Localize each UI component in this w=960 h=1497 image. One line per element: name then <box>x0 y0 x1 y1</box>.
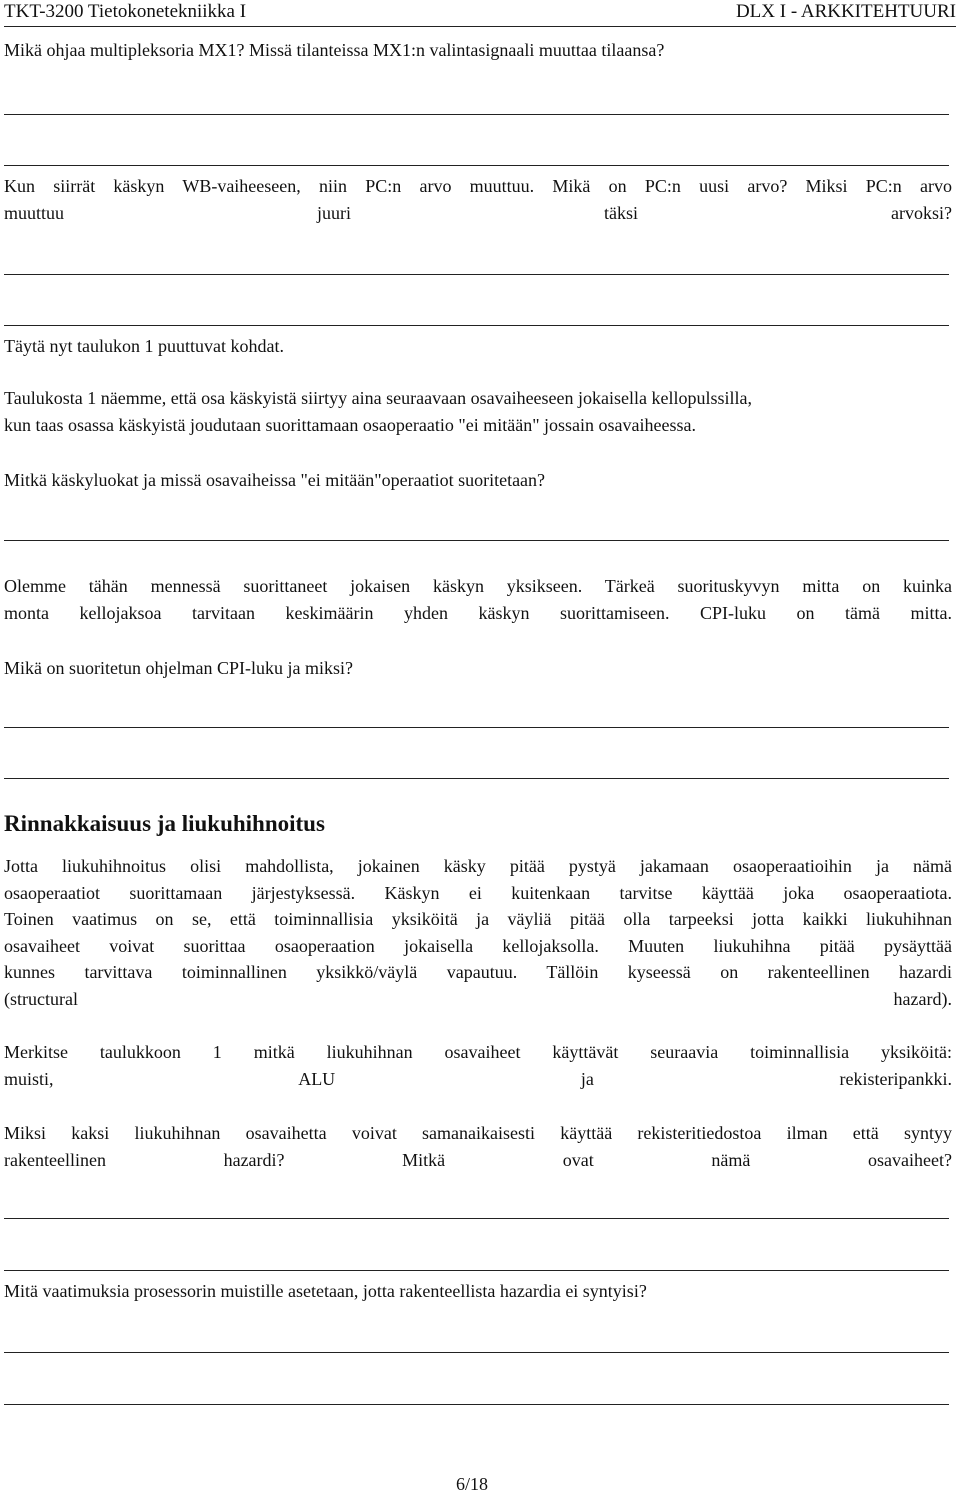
answer-line[interactable] <box>4 114 949 115</box>
page-number: 6/18 <box>455 1474 488 1494</box>
answer-line[interactable] <box>4 165 949 166</box>
answer-line[interactable] <box>4 1270 949 1271</box>
answer-line[interactable] <box>4 1352 949 1353</box>
chapter-title: DLX I - ARKKITEHTUURI <box>735 1 956 22</box>
section-heading: Rinnakkaisuus ja liukuhihnoitus <box>4 811 325 836</box>
answer-line[interactable] <box>4 274 949 275</box>
answer-line[interactable] <box>4 778 949 779</box>
question-noop-operations: Mitkä käskyluokat ja missä osavaiheissa "ei mitään"operaatiot suoritetaan? <box>4 470 546 490</box>
answer-line[interactable] <box>4 325 949 326</box>
instruction-fill-table: Täytä nyt taulukon 1 puuttuvat kohdat. <box>4 336 284 356</box>
question-register-file: Miksi kaksi liukuhihnan osavaihetta voivat samanaikaisesti käyttää rekisteritiedostoa ilman että syntyy rakenteellinen hazardi? Mitkä ovat nämä osavaiheet? <box>4 1123 952 1170</box>
paragraph-pipelining: Jotta liukuhihnoitus olisi mahdollista, jokainen käsky pitää pystyä jakamaan osaoperaatioihin ja nämä osaoperaatiot suorittamaan järjestyksessä. Käskyn ei kuitenkaan tarvitse käyttää joka osaoperaatiota. Toinen vaatimus on se, että toiminnallisia yksiköitä ja väyliä pitää olla tarpeeksi jotta kaikki liukuhihnan osavaiheet voivat suorittaa osaoperaation jokaisella kellojaksolla. Muuten liukuhihna pitää pysäyttää kunnes tarvittava toiminnallinen yksikkö/väylä vapautuu. Tällöin kyseessä on rakenteellinen hazardi (structural hazard). <box>4 856 952 1009</box>
answer-line[interactable] <box>4 727 949 728</box>
page-header <box>4 0 956 27</box>
course-title: TKT-3200 Tietokonetekniikka I <box>4 1 247 22</box>
question-memory-requirements: Mitä vaatimuksia prosessorin muistille asetetaan, jotta rakenteellista hazardia ei syntyisi? <box>4 1281 647 1301</box>
question-mx1: Mikä ohjaa multipleksoria MX1? Missä tilanteissa MX1:n valintasignaali muuttaa tilaansa? <box>4 40 665 60</box>
answer-line[interactable] <box>4 540 949 541</box>
answer-line[interactable] <box>4 1404 949 1405</box>
question-pc-value: Kun siirrät käskyn WB-vaiheeseen, niin PC:n arvo muuttuu. Mikä on PC:n uusi arvo? Miksi PC:n arvo muuttuu juuri täksi arvoksi? <box>4 176 952 223</box>
paragraph-cpi: Olemme tähän mennessä suorittaneet jokaisen käskyn yksikseen. Tärkeä suorituskyvyn mitta on kuinka monta kellojaksoa tarvitaan keskimäärin yhden käskyn suorittamiseen. CPI-luku on tämä mitta. <box>4 576 952 623</box>
paragraph-table-observation: Taulukosta 1 näemme, että osa käskyistä siirtyy aina seuraavaan osavaiheeseen jokaisella kellopulssilla, kun taas osassa käskyistä joudutaan suorittamaan osaoperaatio "ei mitään" jossain osavaiheessa. <box>4 388 753 435</box>
question-mark-units: Merkitse taulukkoon 1 mitkä liukuhihnan osavaiheet käyttävät seuraavia toiminnallisia yksiköitä: muisti, ALU ja rekisteripankki. <box>4 1042 952 1089</box>
answer-line[interactable] <box>4 1218 949 1219</box>
question-cpi: Mikä on suoritetun ohjelman CPI-luku ja miksi? <box>4 658 353 678</box>
